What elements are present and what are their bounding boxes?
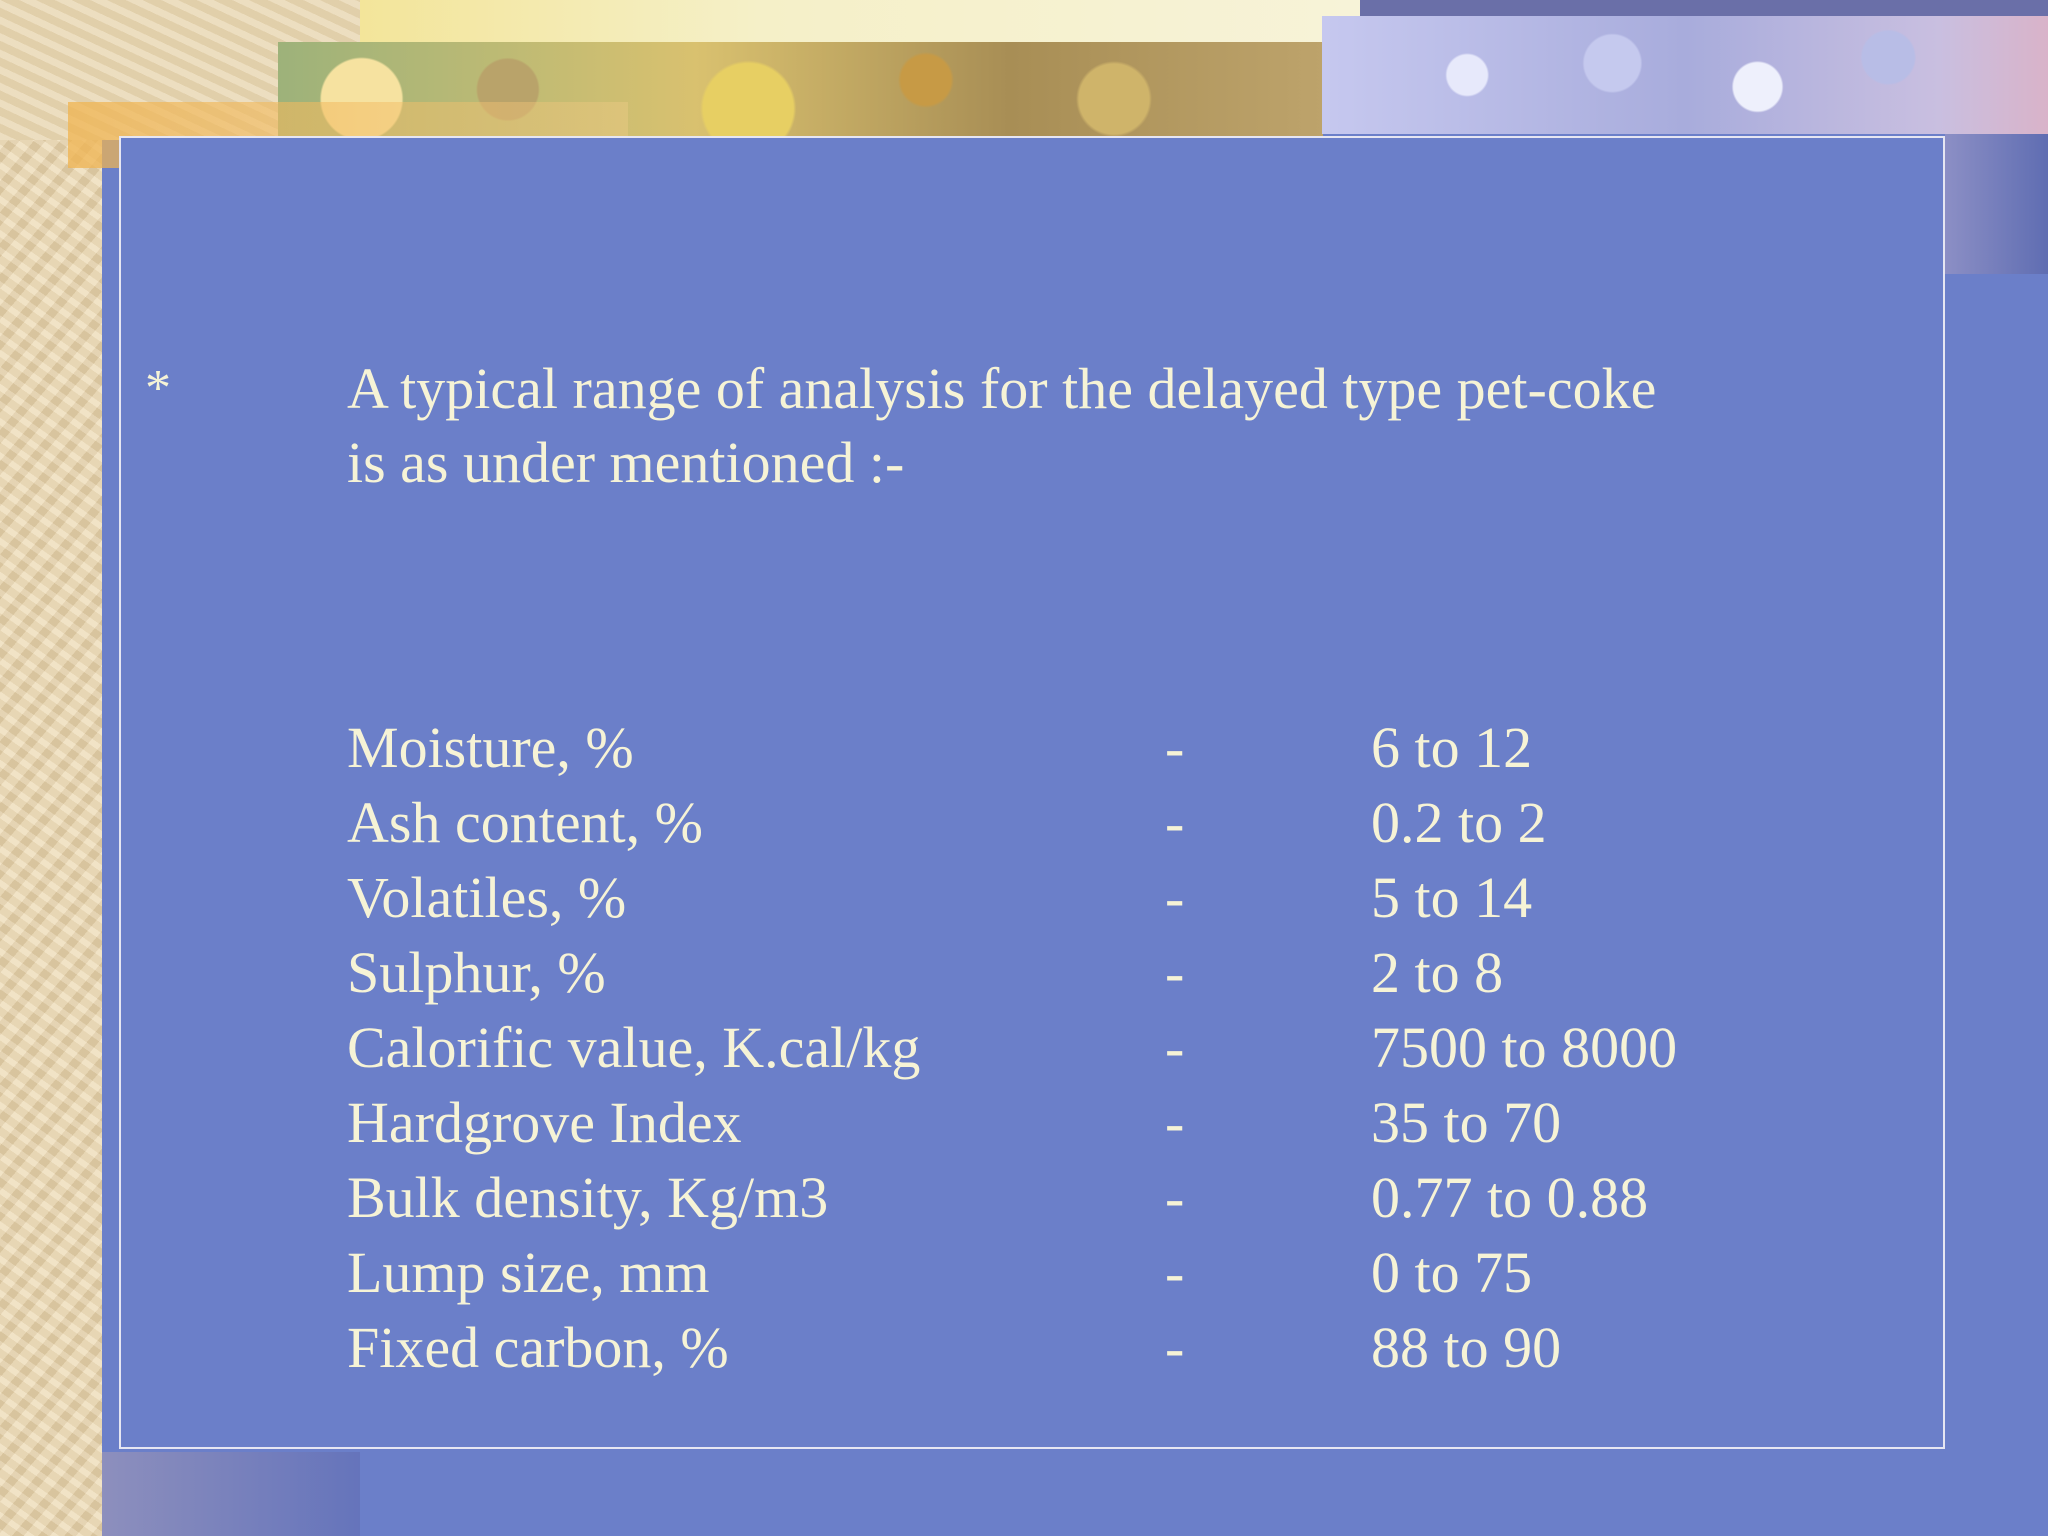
analysis-row bbox=[347, 860, 1847, 935]
background-sand-texture bbox=[0, 0, 102, 1536]
analysis-table bbox=[347, 710, 1847, 1385]
row-label: Ash content, % bbox=[347, 790, 703, 855]
row-separator: - bbox=[1165, 715, 1185, 780]
intro-line-2: is as under mentioned :- bbox=[347, 430, 905, 495]
analysis-row bbox=[347, 1010, 1847, 1085]
intro-line-1: A typical range of analysis for the delayed type pet-coke bbox=[347, 356, 1657, 421]
row-value: 35 to 70 bbox=[1371, 1090, 1562, 1155]
row-value: 7500 to 8000 bbox=[1371, 1015, 1678, 1080]
row-value: 0 to 75 bbox=[1371, 1240, 1533, 1305]
row-value: 0.2 to 2 bbox=[1371, 790, 1547, 855]
analysis-row bbox=[347, 1310, 1847, 1385]
row-separator: - bbox=[1165, 1240, 1185, 1305]
row-separator: - bbox=[1165, 940, 1185, 1005]
row-separator: - bbox=[1165, 1015, 1185, 1080]
slide-content bbox=[121, 138, 1943, 1447]
row-value: 2 to 8 bbox=[1371, 940, 1504, 1005]
analysis-row bbox=[347, 1235, 1847, 1310]
row-separator: - bbox=[1165, 865, 1185, 930]
analysis-row bbox=[347, 1085, 1847, 1160]
background-bottom-left-block bbox=[102, 1452, 360, 1536]
row-label: Bulk density, Kg/m3 bbox=[347, 1165, 829, 1230]
row-label: Calorific value, K.cal/kg bbox=[347, 1015, 921, 1080]
analysis-row bbox=[347, 1160, 1847, 1235]
row-label: Moisture, % bbox=[347, 715, 634, 780]
background-hydrangea-image bbox=[1322, 16, 2048, 134]
row-value: 5 to 14 bbox=[1371, 865, 1533, 930]
analysis-row bbox=[347, 710, 1847, 785]
background-right-band bbox=[1945, 134, 2048, 274]
background-top-band bbox=[360, 0, 1360, 42]
row-label: Hardgrove Index bbox=[347, 1090, 742, 1155]
row-value: 6 to 12 bbox=[1371, 715, 1533, 780]
row-value: 88 to 90 bbox=[1371, 1315, 1562, 1380]
row-separator: - bbox=[1165, 790, 1185, 855]
row-label: Volatiles, % bbox=[347, 865, 627, 930]
row-separator: - bbox=[1165, 1090, 1185, 1155]
analysis-row bbox=[347, 785, 1847, 860]
slide-panel bbox=[119, 136, 1945, 1449]
row-separator: - bbox=[1165, 1315, 1185, 1380]
row-label: Lump size, mm bbox=[347, 1240, 710, 1305]
row-label: Sulphur, % bbox=[347, 940, 606, 1005]
row-value: 0.77 to 0.88 bbox=[1371, 1165, 1649, 1230]
row-separator: - bbox=[1165, 1165, 1185, 1230]
analysis-row bbox=[347, 935, 1847, 1010]
background-top-right-block bbox=[1360, 0, 2048, 16]
row-label: Fixed carbon, % bbox=[347, 1315, 729, 1380]
intro-paragraph bbox=[347, 352, 1827, 500]
bullet-marker: * bbox=[145, 360, 171, 417]
